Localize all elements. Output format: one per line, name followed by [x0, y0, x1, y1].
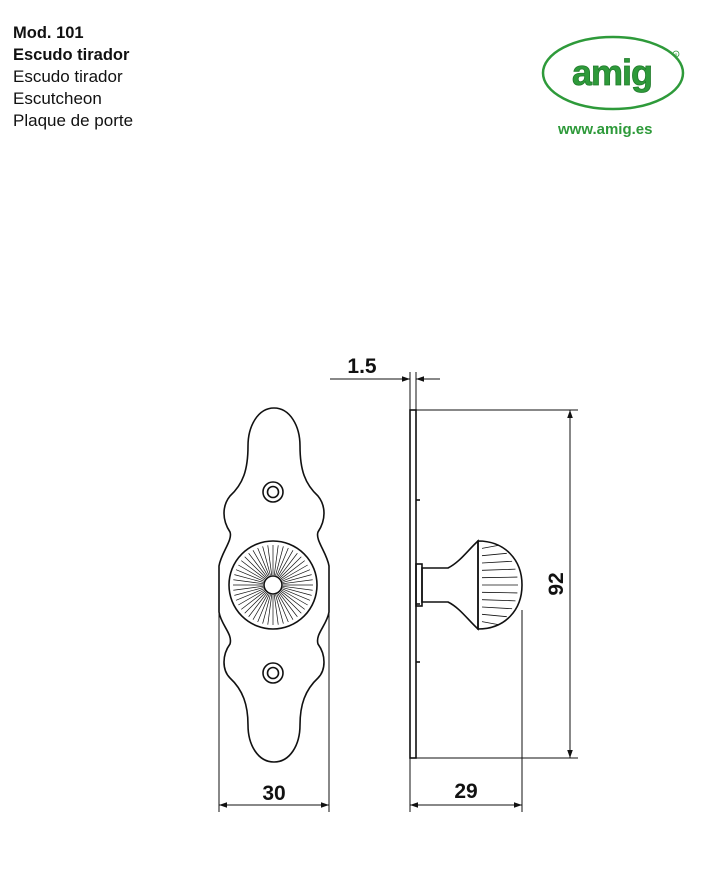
product-title-spanish: Escudo tirador — [13, 67, 123, 86]
screw-hole-bottom — [263, 663, 283, 683]
product-title-english: Escutcheon — [13, 89, 102, 108]
dim-width-label: 30 — [262, 782, 286, 805]
knob-neck — [422, 541, 478, 629]
logo-text: amig — [571, 52, 653, 93]
plate-edge — [410, 410, 416, 758]
svg-text:R: R — [674, 52, 678, 57]
side-view — [410, 410, 522, 758]
model-number: Mod. 101 — [13, 24, 84, 42]
product-title-bold: Escudo tirador — [13, 46, 130, 64]
product-title-french: Plaque de porte — [13, 111, 134, 130]
website-url: www.amig.es — [558, 121, 653, 138]
front-view — [219, 408, 329, 762]
screw-hole-top — [263, 482, 283, 502]
dim-height-label: 92 — [545, 572, 568, 596]
dim-thickness-label: 1.5 — [347, 355, 377, 378]
dimension-lines — [219, 372, 578, 812]
dim-depth-label: 29 — [454, 780, 478, 803]
